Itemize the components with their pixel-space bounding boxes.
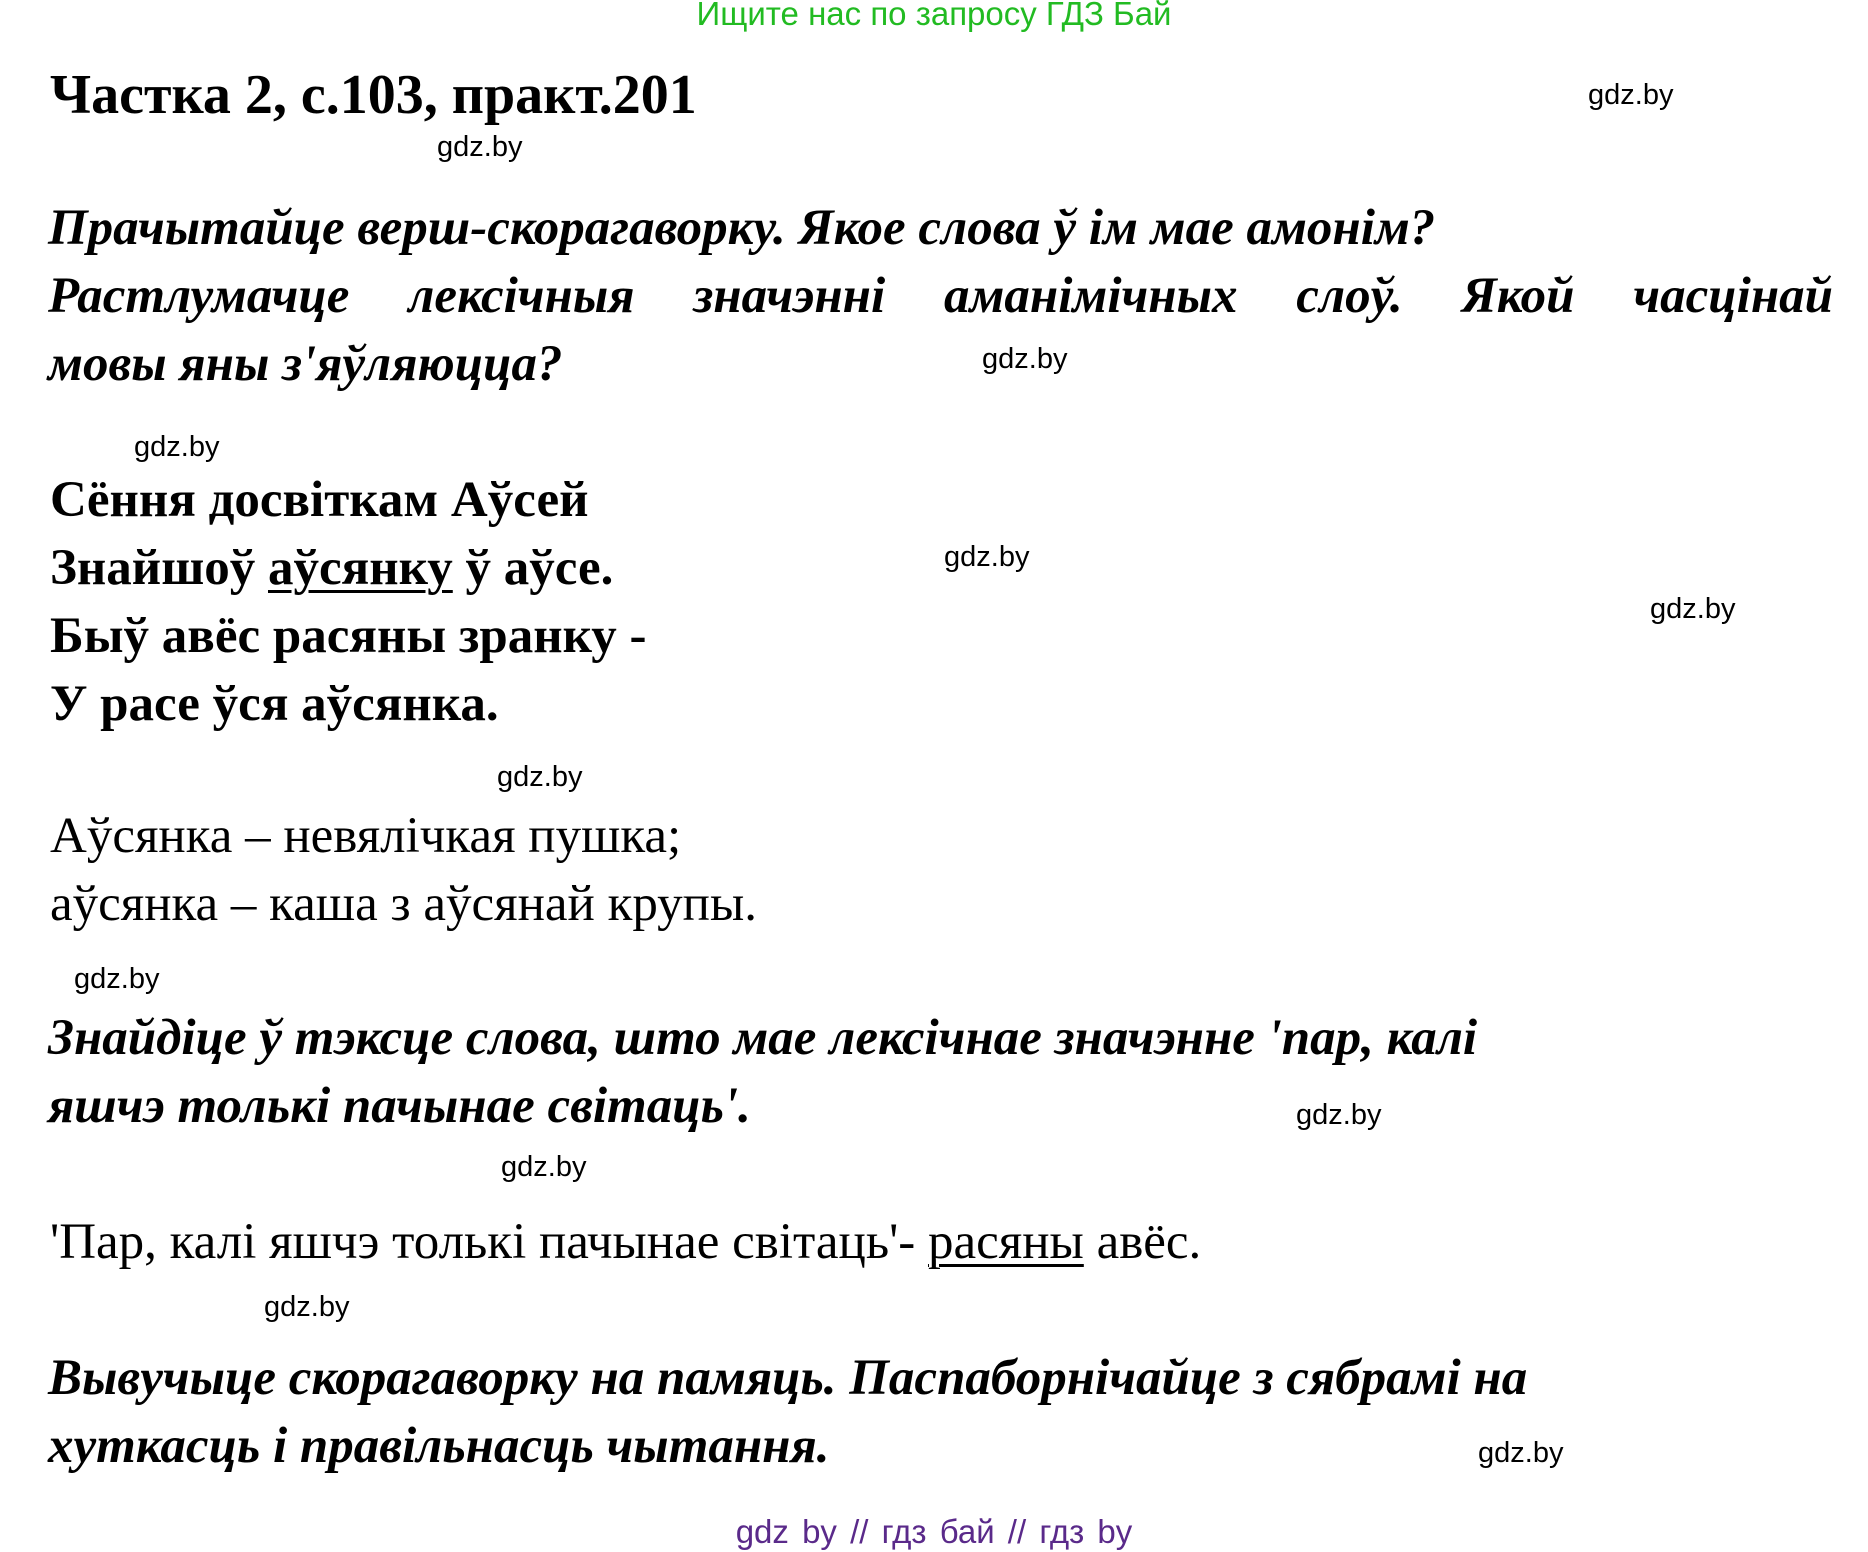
watermark: gdz.by — [497, 761, 583, 793]
watermark: gdz.by — [1650, 593, 1736, 625]
footer-links: gdz by // гдз бай // гдз by — [735, 1513, 1133, 1550]
task-line: яшчэ толькі пачынае світаць'. — [48, 1078, 751, 1134]
search-banner: Ищите нас по запросу ГДЗ Бай — [696, 0, 1172, 32]
task-instruction-2 — [48, 1004, 1848, 1140]
watermark: gdz.by — [1296, 1099, 1382, 1131]
answer-2 — [50, 1208, 1201, 1276]
task-line: мовы яны з'яўляюцца? — [48, 336, 563, 392]
answer-line: 'Пар, калі яшчэ толькі пачынае світаць'- расяны авёс. — [50, 1214, 1202, 1270]
watermark: gdz.by — [501, 1151, 587, 1183]
watermark: gdz.by — [1478, 1437, 1564, 1469]
task-line: Знайдіце ў тэксце слова, што мае лексічнае значэнне 'пар, калі — [48, 1010, 1478, 1066]
watermark: gdz.by — [982, 343, 1068, 375]
poem-line: Знайшоў аўсянку ў аўсе. — [50, 540, 614, 596]
watermark: gdz.by — [944, 541, 1030, 573]
definition-line: Аўсянка – невялічкая пушка; — [50, 808, 682, 864]
tongue-twister-poem — [50, 466, 647, 738]
task-line: Растлумачце лексічныя значэнні аманімічных слоў. Якой часцінай — [48, 268, 1833, 324]
task-instruction-3 — [48, 1344, 1848, 1480]
watermark: gdz.by — [74, 963, 160, 995]
underlined-word: аўсянку — [268, 540, 453, 596]
page-title: Частка 2, с.103, практ.201 — [50, 64, 697, 126]
underlined-word: расяны — [928, 1214, 1084, 1270]
task-line: хуткасць і правільнасць чытання. — [48, 1418, 830, 1474]
poem-line: У расе ўся аўсянка. — [50, 676, 499, 732]
task-line: Вывучыце скорагаворку на памяць. Паспаборнічайце з сябрамі на — [48, 1350, 1528, 1406]
poem-line: Сёння досвіткам Аўсей — [50, 472, 589, 528]
task-instruction-1 — [48, 194, 1848, 398]
poem-line: Быў авёс расяны зранку - — [50, 608, 647, 664]
task-line: Прачытайце верш-скорагаворку. Якое слова ў ім мае амонім? — [48, 200, 1436, 256]
watermark: gdz.by — [1588, 79, 1674, 111]
watermark: gdz.by — [437, 131, 523, 163]
watermark: gdz.by — [264, 1291, 350, 1323]
definition-line: аўсянка – каша з аўсянай крупы. — [50, 876, 757, 932]
homonym-definitions — [50, 802, 757, 938]
watermark: gdz.by — [134, 431, 220, 463]
